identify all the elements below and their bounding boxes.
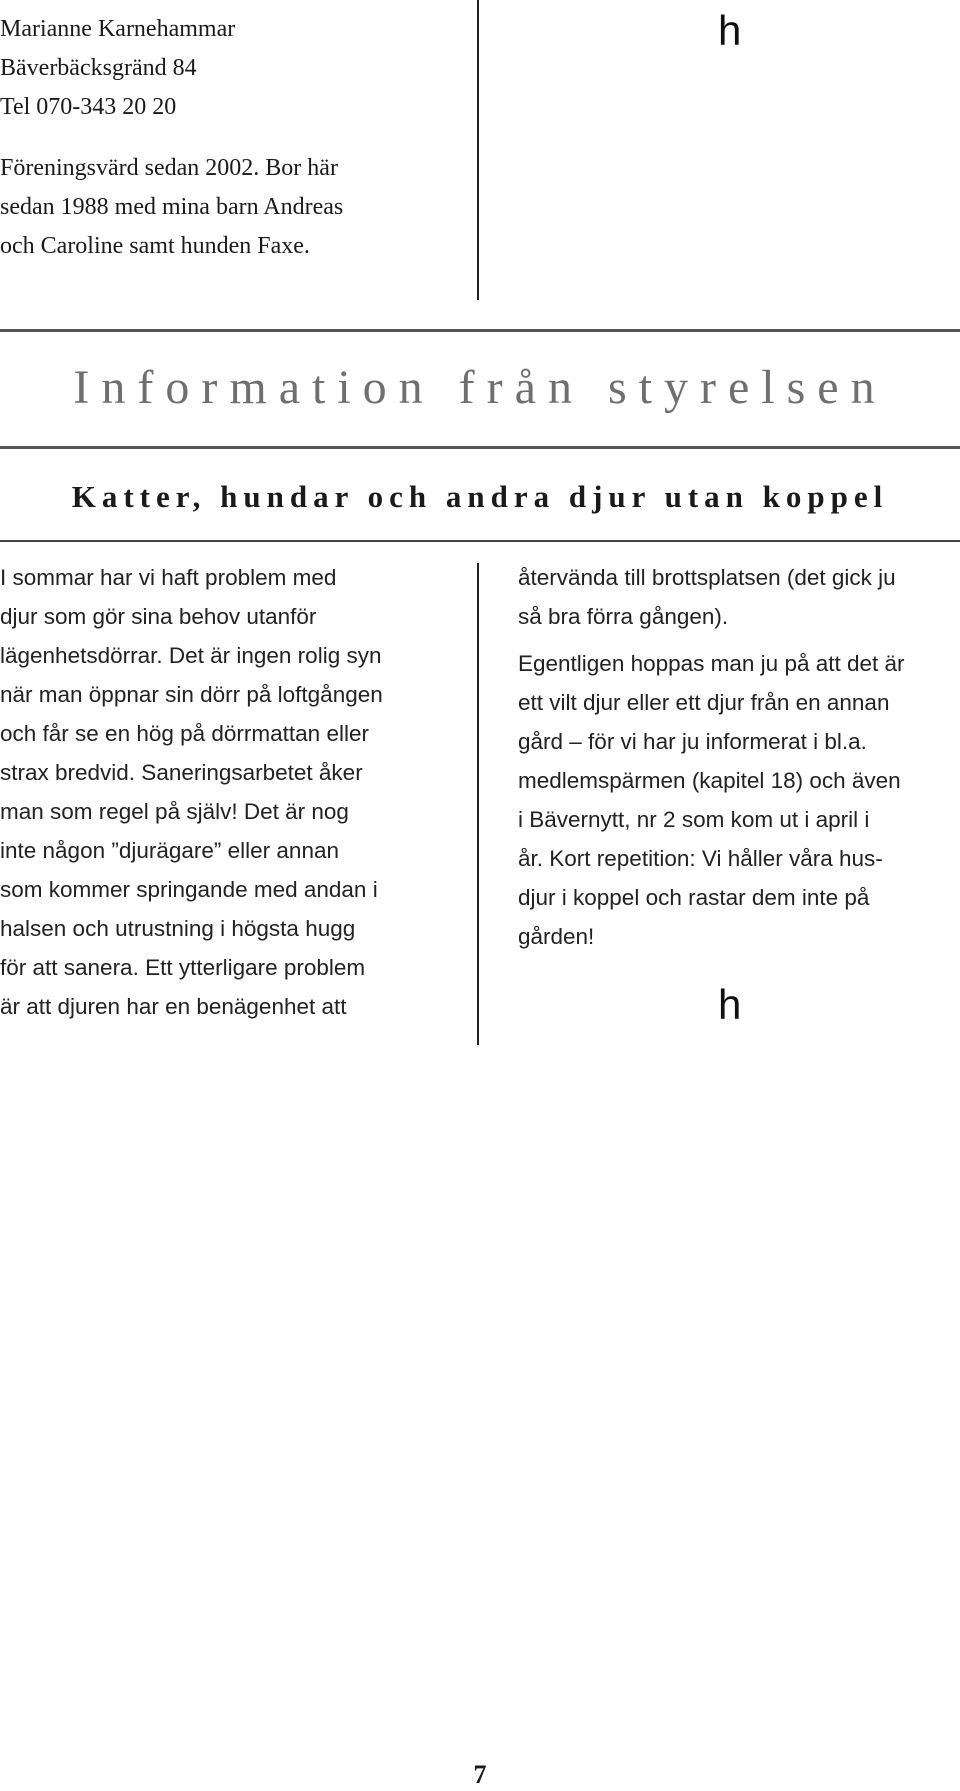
text-line: som kommer springande med andan i — [0, 877, 378, 902]
article-rule — [0, 540, 960, 542]
section-title: Information från styrelsen — [73, 361, 887, 414]
contact-phone: Tel 070-343 20 20 — [0, 94, 177, 120]
text-line: djur i koppel och rastar dem inte på — [518, 885, 870, 910]
page-number: 7 — [473, 1760, 487, 1789]
text-line: för att sanera. Ett ytterligare problem — [0, 955, 366, 980]
text-line: och får se en hög på dörrmattan eller — [0, 721, 369, 746]
contact-bio-line: sedan 1988 med mina barn Andreas — [0, 194, 344, 220]
text-line: återvända till brottsplatsen (det gick ju — [518, 565, 896, 590]
ornament-glyph-top: h — [718, 7, 742, 54]
article-right-column — [518, 558, 958, 956]
article-left-column — [0, 558, 460, 1026]
text-line: gården! — [518, 924, 595, 949]
text-line: Egentligen hoppas man ju på att det är — [518, 651, 905, 676]
text-line: gård – för vi har ju informerat i bl.a. — [518, 729, 867, 754]
ornament-glyph-bottom: h — [718, 981, 742, 1028]
column-divider-top — [477, 0, 479, 300]
contact-name: Marianne Karnehammar — [0, 16, 236, 42]
contact-block — [0, 10, 470, 266]
text-line: när man öppnar sin dörr på loftgången — [0, 682, 383, 707]
section-rule-bottom — [0, 446, 960, 449]
contact-address: Bäverbäcksgränd 84 — [0, 55, 197, 81]
text-line: inte någon ”djurägare” eller annan — [0, 838, 339, 863]
contact-bio-line: och Caroline samt hunden Faxe. — [0, 233, 310, 259]
text-line: i Bävernytt, nr 2 som kom ut i april i — [518, 807, 870, 832]
text-line: I sommar har vi haft problem med — [0, 565, 337, 590]
text-line: strax bredvid. Saneringsarbetet åker — [0, 760, 363, 785]
text-line: år. Kort repetition: Vi håller våra hus- — [518, 846, 883, 871]
text-line: man som regel på själv! Det är nog — [0, 799, 349, 824]
contact-bio-line: Föreningsvärd sedan 2002. Bor här — [0, 155, 338, 181]
text-line: lägenhetsdörrar. Det är ingen rolig syn — [0, 643, 382, 668]
text-line: medlemspärmen (kapitel 18) och även — [518, 768, 901, 793]
text-line: är att djuren har en benägenhet att — [0, 994, 347, 1019]
section-rule-top — [0, 329, 960, 332]
text-line: halsen och utrustning i högsta hugg — [0, 916, 356, 941]
text-line: djur som gör sina behov utanför — [0, 604, 317, 629]
text-line: ett vilt djur eller ett djur från en annan — [518, 690, 890, 715]
text-line: så bra förra gången). — [518, 604, 729, 629]
article-title: Katter, hundar och andra djur utan koppel — [71, 479, 889, 514]
column-divider-article — [477, 563, 479, 1045]
